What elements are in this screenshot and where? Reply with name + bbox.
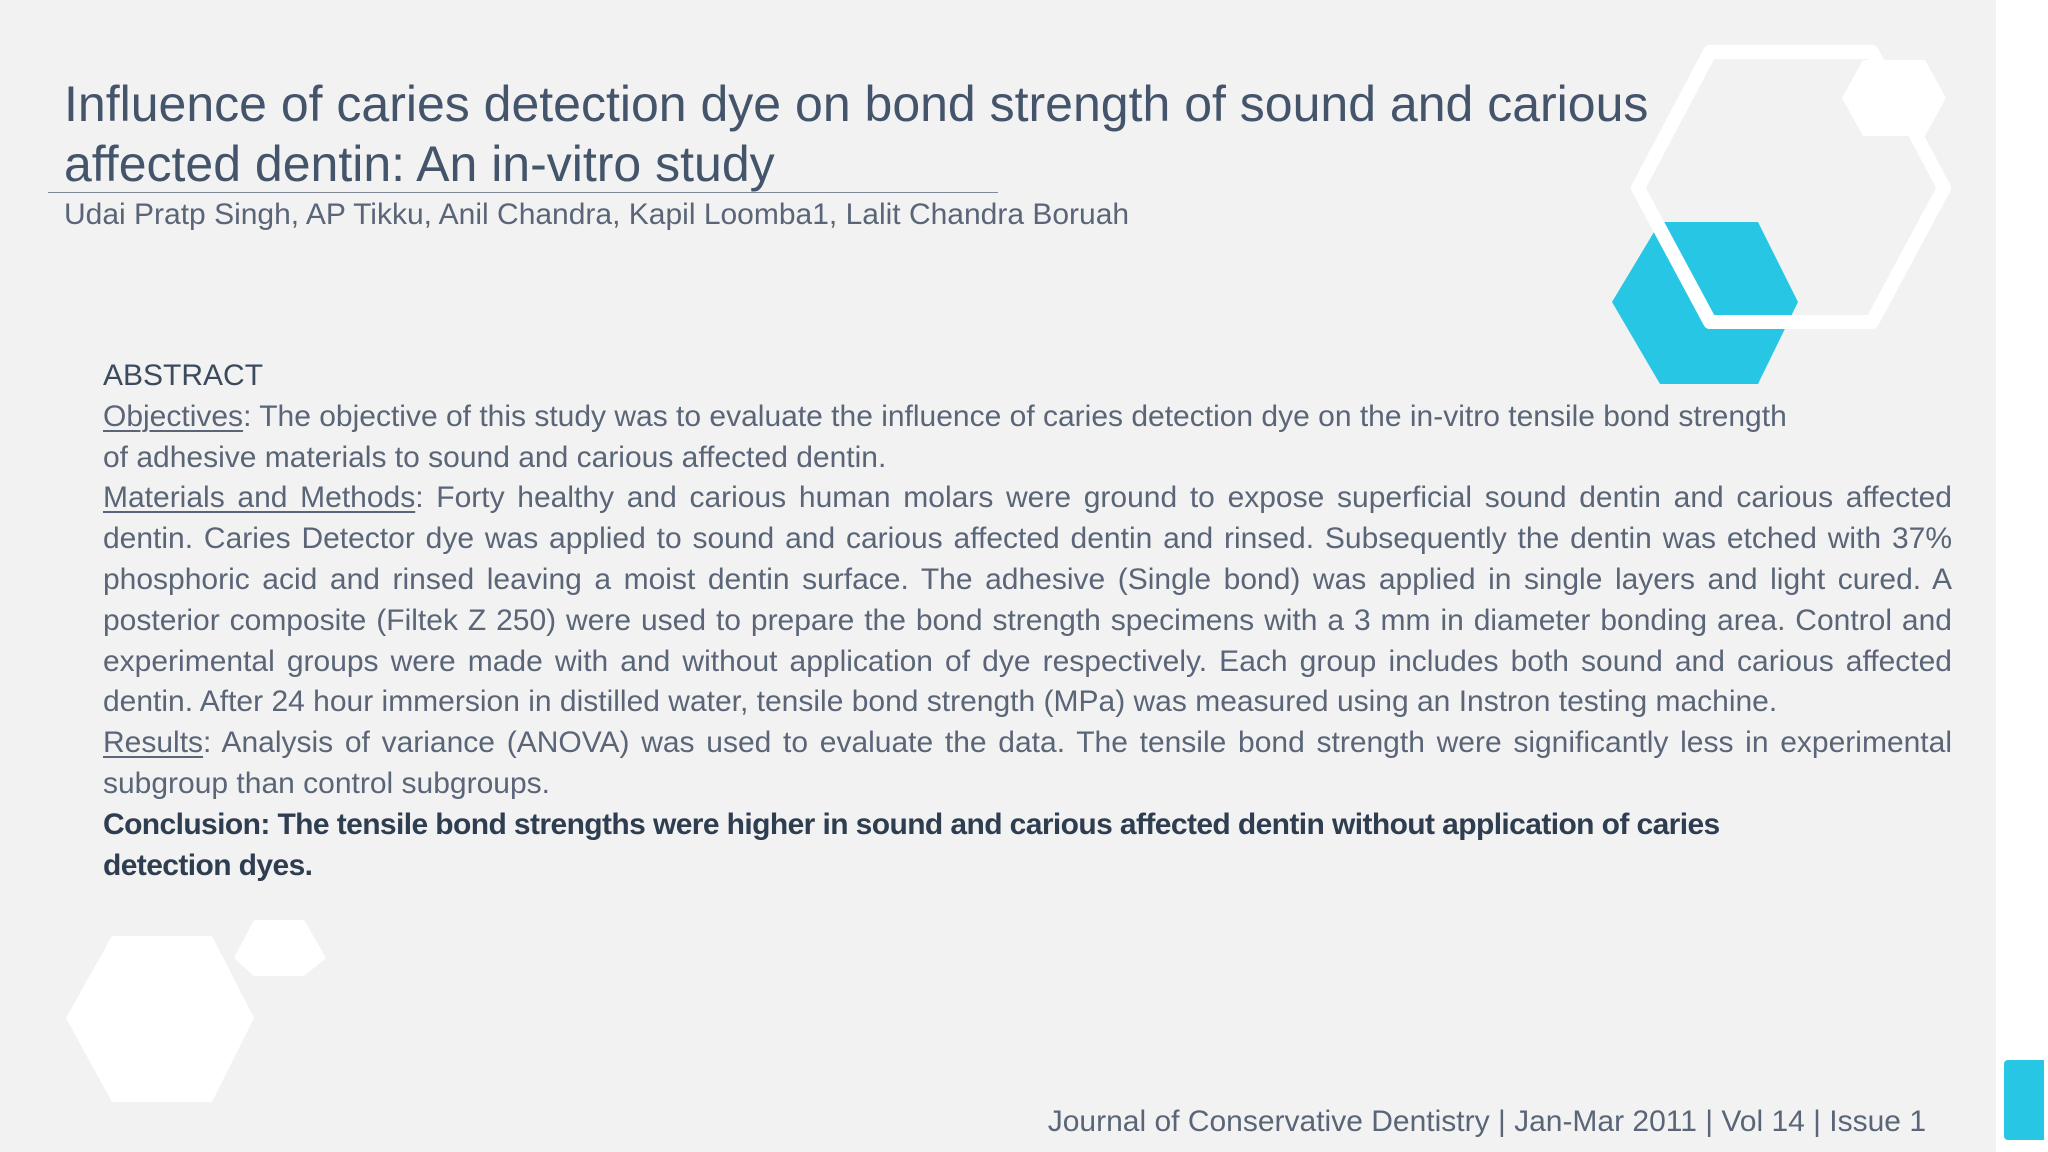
- title-underline: [48, 192, 998, 193]
- objectives-text: : The objective of this study was to evaluate the influence of caries detection dye on the in-vitro tensile bond strength of adhesive materials to sound and carious affected dentin.: [103, 399, 1787, 474]
- methods-paragraph: [103, 478, 1952, 723]
- results-paragraph: [103, 723, 1952, 805]
- right-edge-strip: [1996, 0, 2048, 1152]
- hexagon-small-bottom-left-icon: [234, 920, 326, 976]
- abstract-heading: ABSTRACT: [103, 359, 264, 392]
- results-label: Results: [103, 726, 204, 760]
- journal-footer: Journal of Conservative Dentistry | Jan-Mar 2011 | Vol 14 | Issue 1: [1047, 1105, 1926, 1138]
- results-text: : Analysis of variance (ANOVA) was used to evaluate the data. The tensile bond strength were significantly less in experimental subgroup than control subgroups.: [103, 726, 1952, 800]
- objectives-paragraph: [103, 397, 1803, 479]
- methods-label: Materials and Methods: [103, 481, 416, 515]
- hexagon-large-bottom-left-icon: [66, 936, 254, 1102]
- authors-line: Udai Pratp Singh, AP Tikku, Anil Chandra, Kapil Loomba1, Lalit Chandra Boruah: [64, 198, 1130, 231]
- slide-title: Influence of caries detection dye on bond strength of sound and carious affected dentin: An in-vitro study: [64, 76, 1649, 192]
- abstract-section: [103, 356, 1952, 886]
- hexagon-small-top-right-icon: [1842, 60, 1946, 136]
- conclusion-paragraph: Conclusion: The tensile bond strengths were higher in sound and carious affected dentin without application of caries detection dyes.: [103, 807, 1720, 882]
- scroll-tab[interactable]: [2004, 1060, 2044, 1140]
- objectives-label: Objectives: [103, 399, 244, 433]
- methods-text: : Forty healthy and carious human molars were ground to expose superficial sound dentin and carious affected dentin. Caries Detector dye was applied to sound and carious affected dentin and rinsed. Subsequently the dentin was etched with 37% phosphoric acid and rinsed leaving a moist dentin surface. The adhesive (Single bond) was applied in single layers and light cured. A posterior composite (Filtek Z 250) were used to prepare the bond strength specimens with a 3 mm in diameter bonding area. Control and experimental groups were made with and without application of dye respectively. Each group includes both sound and carious affected dentin. After 24 hour immersion in distilled water, tensile bond strength (MPa) was measured using an Instron testing machine.: [103, 481, 1952, 719]
